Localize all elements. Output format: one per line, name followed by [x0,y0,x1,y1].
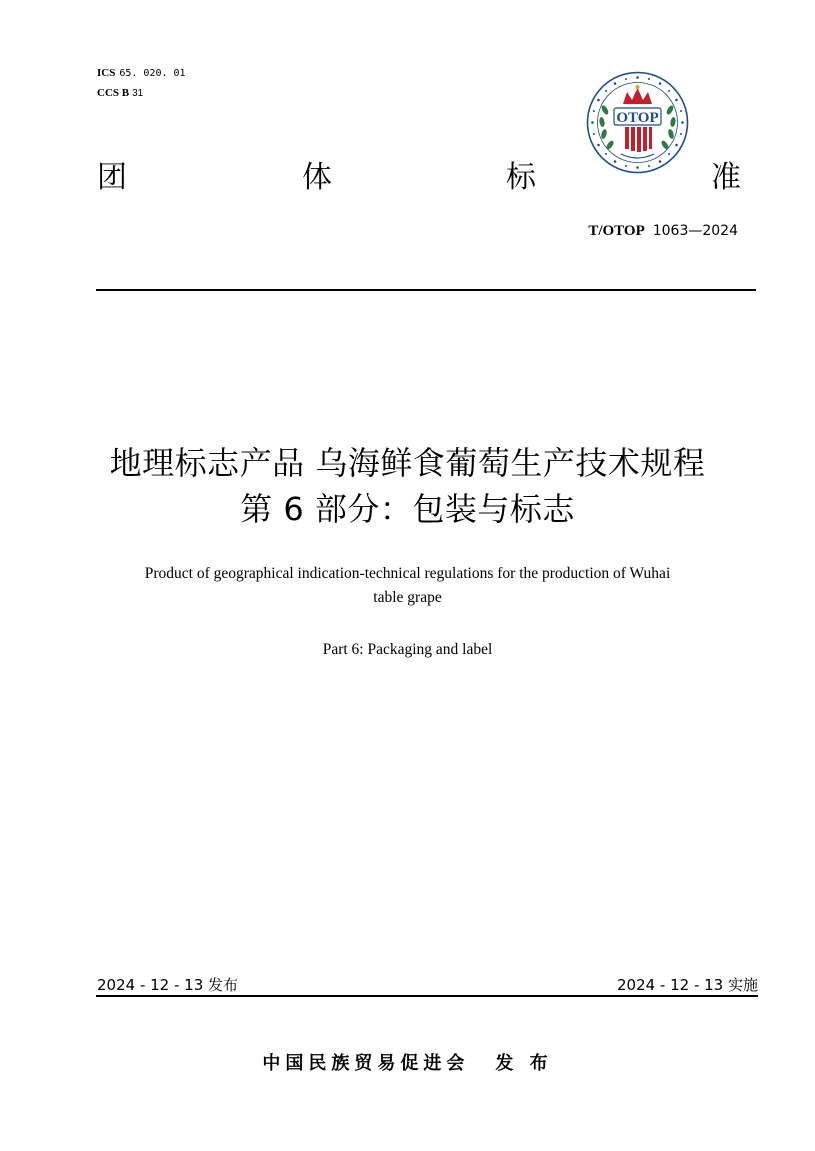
ics-label: ICS [97,67,116,79]
header-char-2: 体 [302,160,332,195]
ccs-value: 31 [132,88,144,99]
otop-seal-icon [585,70,690,175]
publish-date: 2024 - 12 - 13 发布 [97,976,239,994]
publisher-name: 中国民族贸易促进会 [262,1053,470,1074]
title-en-part: Part 6: Packaging and label [322,641,493,658]
header-divider [96,289,756,291]
implement-date: 2024 - 12 - 13 实施 [616,976,758,994]
publisher-suffix: 发 布 [495,1053,553,1074]
ccs-label: CCS B [97,87,130,99]
standard-number [588,223,738,240]
publisher-line [0,1049,815,1075]
ics-code [97,66,186,80]
logo-text: OTOP [616,110,659,126]
ccs-code [97,86,143,100]
title-cn-line-2: 第 6 部分：包装与标志 [240,490,575,528]
header-char-1: 团 [97,160,127,195]
ics-value: 65. 020. 01 [119,68,186,79]
standard-code: 1063—2024 [652,223,738,239]
title-cn-line-1: 地理标志产品 乌海鲜食葡萄生产技术规程 [109,444,706,482]
otop-logo [585,70,690,175]
header-char-3: 标 [506,160,536,195]
footer-divider [96,995,758,997]
header-char-4: 准 [711,160,741,195]
standard-prefix: T/OTOP [588,223,645,239]
title-en-line-2: table grape [373,589,442,606]
title-en-line-1: Product of geographical indication-technical regulations for the production of Wuhai [144,565,671,582]
